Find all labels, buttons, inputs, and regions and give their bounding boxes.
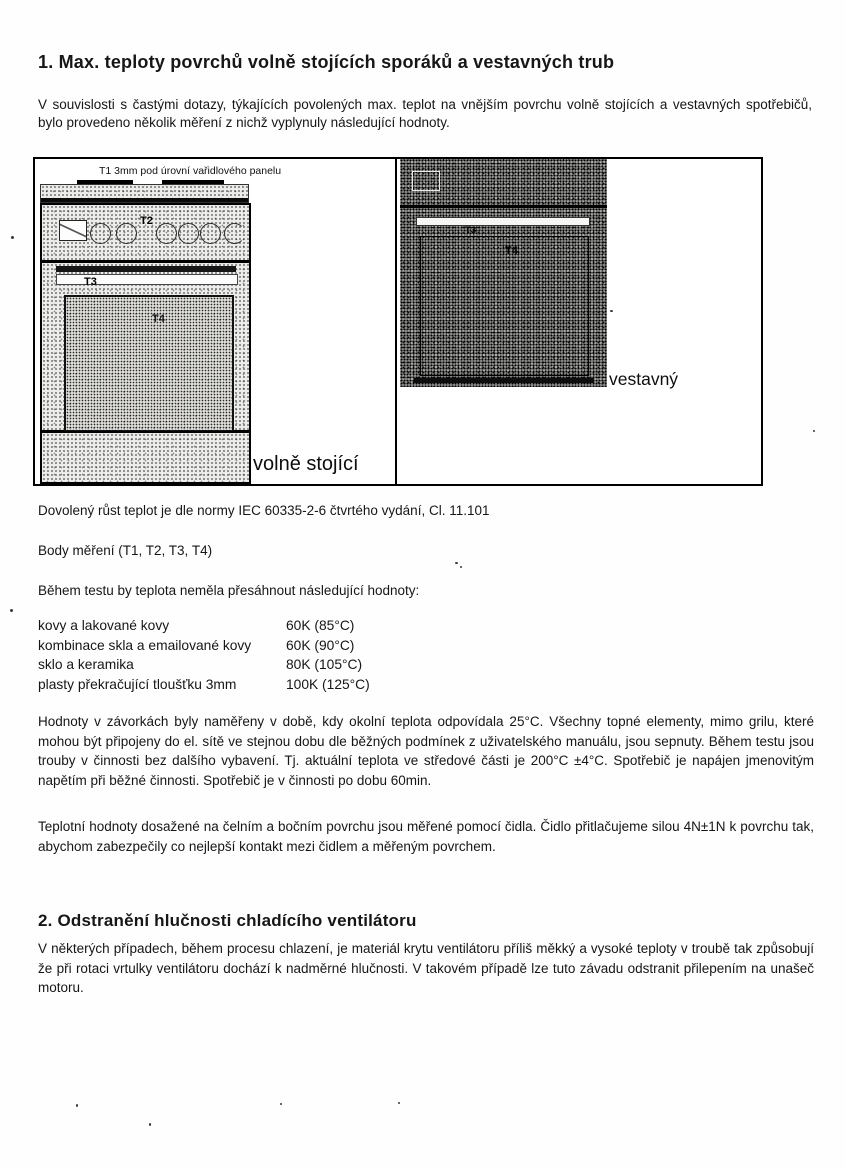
t2-label: T2 <box>140 215 153 227</box>
oven-top-bar <box>56 266 236 272</box>
builtin-control-panel <box>400 159 607 208</box>
limit-cell: 80K (105°C) <box>286 657 363 672</box>
control-knob <box>156 223 177 244</box>
measurement-points-line: Body měření (T1, T2, T3, T4) <box>38 543 213 558</box>
table-row <box>38 636 538 656</box>
scan-artifact <box>280 1103 282 1105</box>
control-knob <box>90 223 111 244</box>
t3-label: T3 <box>84 276 97 288</box>
builtin-door-glass <box>420 236 589 376</box>
figure-divider <box>395 159 397 484</box>
freestanding-cooktop <box>40 184 249 203</box>
t3-label-builtin: T3 <box>465 225 477 236</box>
t4-label-builtin: T4 <box>505 245 518 257</box>
scan-artifact <box>398 1102 400 1104</box>
builtin-caption: vestavný <box>609 369 679 389</box>
scan-artifact <box>10 609 13 612</box>
scan-artifact <box>11 236 14 239</box>
freestanding-caption: volně stojící <box>253 453 359 475</box>
builtin-bottom-bar <box>414 378 594 383</box>
control-knob <box>116 223 137 244</box>
control-knob <box>200 223 221 244</box>
norm-reference-line: Dovolený růst teplot je dle normy IEC 60335-2-6 čtvrtého vydání, Cl. 11.101 <box>38 503 490 518</box>
control-knob <box>178 223 199 244</box>
oven-door-glass <box>64 295 234 432</box>
material-cell: plasty překračující tloušťku 3mm <box>38 676 237 692</box>
scan-artifact <box>455 562 458 564</box>
material-cell: sklo a keramika <box>38 657 134 672</box>
table-row <box>38 675 538 695</box>
builtin-oven <box>400 159 607 387</box>
freestanding-drawer <box>40 431 251 484</box>
freestanding-control-panel <box>40 203 251 262</box>
table-row <box>38 616 538 636</box>
scan-artifact <box>76 1104 78 1107</box>
builtin-display <box>412 171 440 191</box>
timer-display <box>59 220 87 241</box>
limit-cell: 60K (90°C) <box>286 637 355 653</box>
limit-cell: 60K (85°C) <box>286 618 355 633</box>
section2-heading: 2. Odstranění hlučnosti chladícího ventilátoru <box>38 911 417 930</box>
temperature-limits-table <box>38 616 538 694</box>
limits-intro-line: Během testu by teplota neměla přesáhnout následující hodnoty: <box>38 583 420 598</box>
freestanding-oven-door <box>40 260 251 432</box>
ovens-figure <box>33 157 763 486</box>
material-cell: kovy a lakované kovy <box>38 618 170 633</box>
t1-annotation: T1 3mm pod úrovní vařidlového panelu <box>99 165 282 177</box>
scan-artifact <box>813 430 815 432</box>
builtin-door-handle <box>416 217 590 236</box>
limit-cell: 100K (125°C) <box>286 676 370 692</box>
builtin-oven-door <box>400 208 607 387</box>
control-knob <box>224 223 245 244</box>
scan-artifact <box>460 566 462 568</box>
sensor-method-paragraph: Teplotní hodnoty dosažené na čelním a bočním povrchu jsou měřené pomocí čidla. Čidlo přitlačujeme silou 4N±1N k povrchu tak, abychom zabezpečily co nejlepší kontakt mezi čidlem a měřeným povrchem. <box>38 819 814 854</box>
scan-artifact <box>149 1123 151 1126</box>
section1-heading: 1. Max. teploty povrchů volně stojících sporáků a vestavných trub <box>38 52 615 72</box>
material-cell: kombinace skla a emailované kovy <box>38 637 252 653</box>
section2-paragraph: V některých případech, během procesu chlazení, je materiál krytu ventilátoru příliš měkký a vysoké teploty v troubě tak způsobují že při rotaci vrtulky ventilátoru dochází k nadměrné hlučnosti. V takovém případě lze tuto závadu odstranit přilepením na unašeč motoru. <box>38 941 814 995</box>
scan-artifact <box>610 310 613 312</box>
t4-label: T4 <box>152 313 165 325</box>
test-conditions-paragraph: Hodnoty v závorkách byly naměřeny v době, kdy okolní teplota odpovídala 25°C. Všechny topné elementy, mimo grilu, které mohou být připojeny do el. sítě ve stejnou dobu dle běžných podmínek z uživatelského manuálu, jsou sepnuty. Během testu jsou trouby v činnosti bez dalšího vybavení. Tj. aktuální teplota ve středové části je 200°C ±4°C. Spotřebič je napájen jmenovitým napětím při běžné činnosti. Spotřebič je v činnosti po dobu 60min. <box>38 714 814 788</box>
section1-intro-paragraph: V souvislosti s častými dotazy, týkajících povolených max. teplot na vnějším povrchu volně stojících a vestavných spotřebičů, bylo provedeno několik měření z nichž vyplynuly následující hodnoty. <box>38 97 812 130</box>
table-row <box>38 655 538 675</box>
